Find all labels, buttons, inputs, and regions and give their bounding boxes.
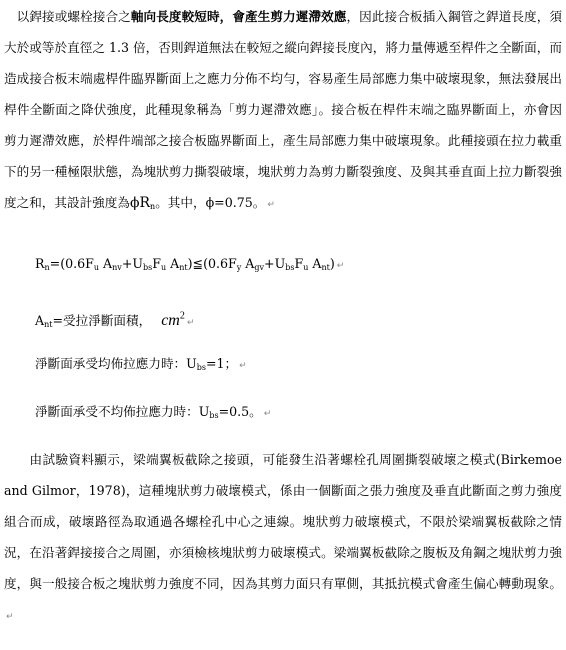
formula-part: +U bbox=[121, 256, 143, 271]
subscript: u bbox=[303, 263, 309, 272]
subscript: nt bbox=[44, 320, 53, 329]
subscript: n bbox=[44, 263, 50, 272]
formula-part: A bbox=[308, 256, 322, 271]
formula-part: ) bbox=[329, 256, 335, 271]
definition-symbol: A bbox=[35, 313, 45, 328]
unit-exponent: 2 bbox=[179, 310, 185, 322]
paragraph-mark-icon: ↵ bbox=[267, 200, 275, 210]
subscript: nt bbox=[321, 263, 330, 272]
formula-part: +U bbox=[264, 256, 286, 271]
subscript: bs bbox=[142, 263, 153, 272]
block-shear-formula bbox=[35, 256, 344, 272]
formula-part: A bbox=[241, 256, 255, 271]
nonuniform-stress-line bbox=[35, 401, 271, 420]
paragraph-shear-lag bbox=[4, 1, 562, 222]
ant-definition bbox=[35, 310, 194, 330]
subscript: y bbox=[236, 263, 242, 272]
subscript: gv bbox=[254, 263, 265, 272]
definition-text: =受拉淨斷面積， bbox=[52, 313, 152, 328]
subscript: u bbox=[160, 263, 167, 272]
subscript: bs bbox=[285, 263, 295, 272]
nonuniform-value: =0.5。 bbox=[218, 404, 262, 419]
subscript: bs bbox=[209, 411, 219, 420]
text-run: ，因此接合板插入鋼管之銲道長度，須大於或等於直徑之 1.3 倍，否則銲道無法在較短之縱向銲接長度內，將力量傳遞至桿件之全斷面，而造成接合板末端處桿件臨界斷面上之應力分佈不均勻，容易產生局部應力集中破壞現象，無法發展出桿件全斷面之降伏強度，此種現象稱為「剪力遲滯效應」。接合板在桿件末端之臨界斷面上，亦會因剪力遲滯效應，於桿件端部之接合板臨界斷面上，產生局部應力集中破壞現象。此種接頭在拉力載重下的另一種極限狀態，為塊狀剪力撕裂破壞，塊狀剪力為剪力斷裂強度、及與其垂直面上拉力斷裂強度之和，其設計強度為 bbox=[4, 9, 563, 210]
subscript: nv bbox=[112, 263, 122, 272]
formula-part: A bbox=[99, 256, 113, 271]
uniform-value: =1； bbox=[205, 356, 238, 371]
formula-part: =(0.6F bbox=[49, 256, 94, 271]
paragraph-mark-icon: ↵ bbox=[186, 318, 195, 328]
text-run: 。其中， bbox=[155, 195, 206, 210]
paragraph-mark-icon: ↵ bbox=[239, 361, 247, 371]
formula-part: F bbox=[294, 256, 304, 271]
paragraph-mark-icon: ↵ bbox=[6, 612, 14, 622]
phi-rn-symbol: ϕR bbox=[129, 195, 151, 211]
text-run: 由試驗資料顯示，梁端翼板截除之接頭，可能發生沿著螺栓孔周圍撕裂破壞之模式(Birkemoe and Gilmor，1978)，這種塊狀剪力破壞模式，係由一個斷面之張力強度及垂直此斷面之剪力強度組合而成，破壞路徑為取通過各螺栓孔中心之連線。塊狀剪力破壞模式，不限於梁端翼板截除之情況，在沿著銲接接合之周圍，亦須檢核塊狀剪力破壞模式。梁端翼板截除之腹板及角鋼之塊狀剪力強度，與一般接合板之塊狀剪力強度不同，因為其剪力面只有單側，其抵抗模式會產生偏心轉動現象。 bbox=[4, 452, 562, 591]
bold-text-run: 軸向長度較短時，會產生剪力遲滯效應 bbox=[130, 9, 347, 24]
nonuniform-text: 淨斷面承受不均佈拉應力時：U bbox=[35, 404, 210, 419]
subscript: n bbox=[150, 202, 156, 211]
subscript: bs bbox=[196, 363, 206, 372]
uniform-text: 淨斷面承受均佈拉應力時：U bbox=[35, 356, 197, 371]
phi-value: ϕ=0.75。 bbox=[205, 195, 266, 210]
unit-text: cm bbox=[161, 312, 180, 329]
formula-part: )≦(0.6F bbox=[187, 256, 237, 271]
formula-part: F bbox=[152, 256, 161, 271]
paragraph-block-shear bbox=[4, 444, 562, 633]
unit-cm2 bbox=[161, 312, 185, 329]
formula-part: A bbox=[166, 256, 180, 271]
formula-part: R bbox=[35, 256, 45, 271]
subscript: u bbox=[93, 263, 100, 272]
paragraph-mark-icon: ↵ bbox=[336, 261, 345, 271]
text-run: 以銲接或螺栓接合之 bbox=[16, 9, 131, 24]
paragraph-mark-icon: ↵ bbox=[263, 409, 272, 419]
subscript: nt bbox=[179, 263, 188, 272]
uniform-stress-line bbox=[35, 353, 247, 372]
